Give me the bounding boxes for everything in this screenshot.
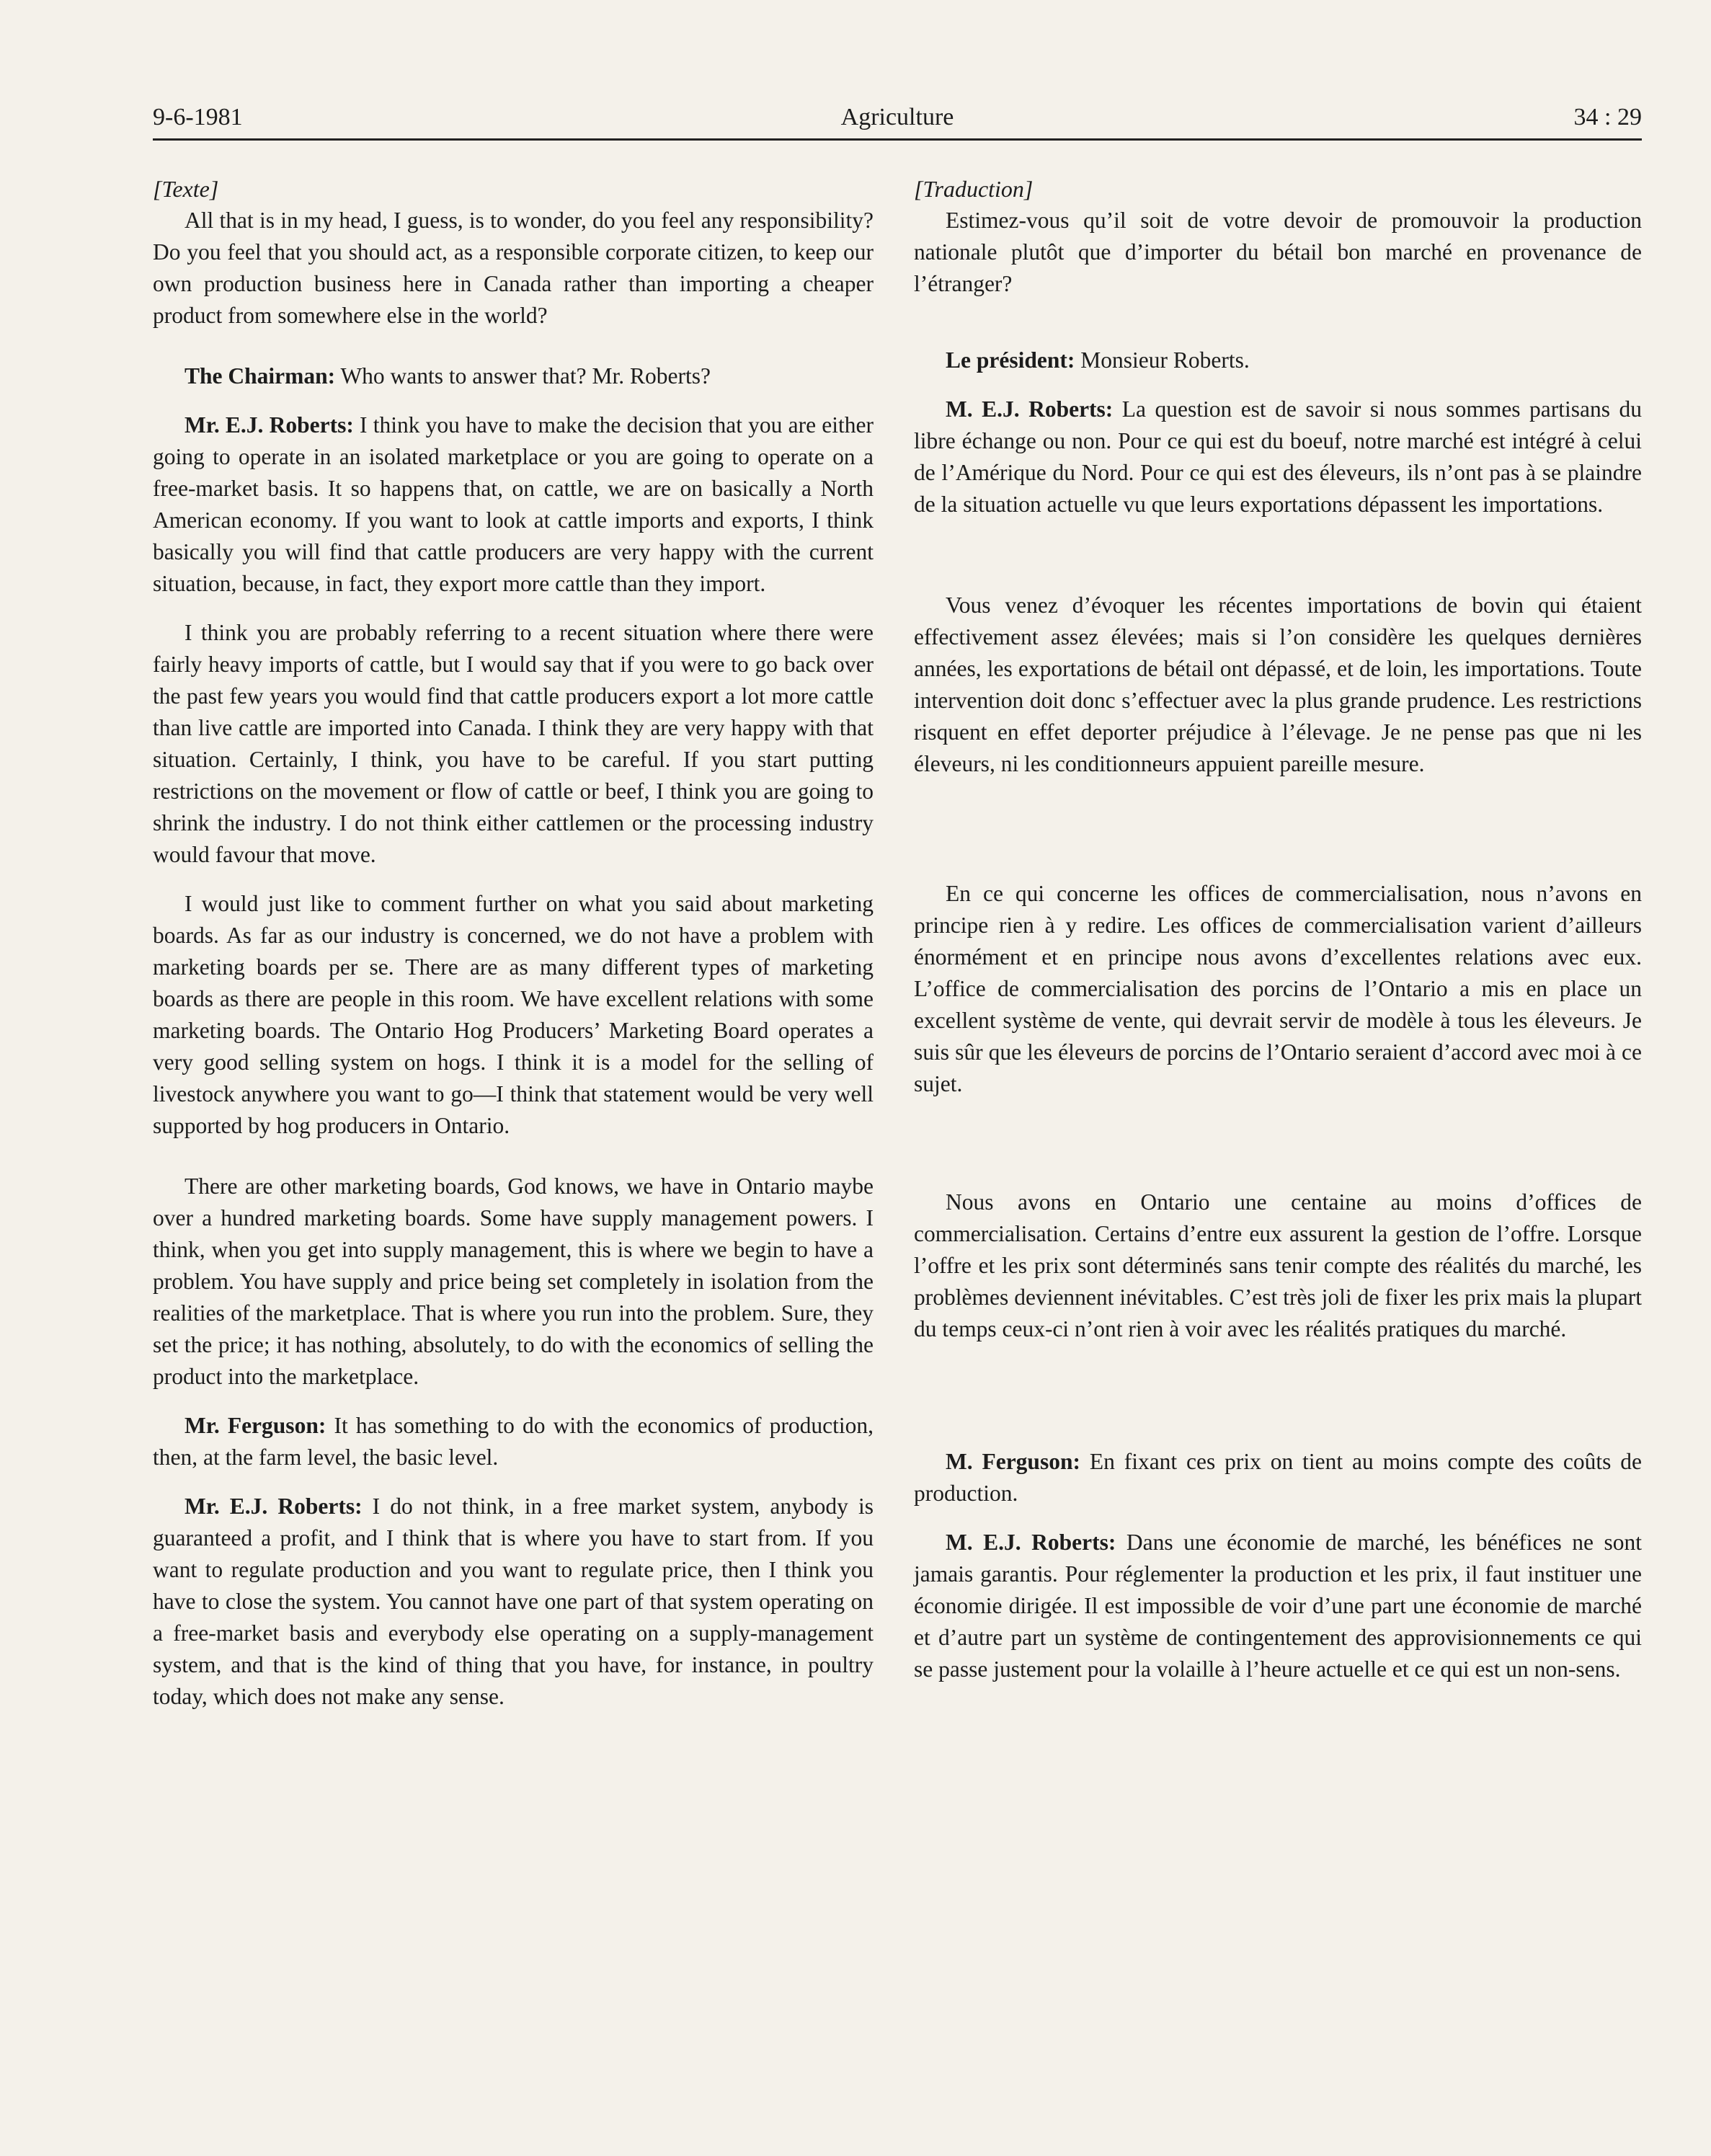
paragraph [914, 590, 1642, 780]
paragraph-text: It has something to do with the economics of production, then, at the farm level, the basic level. [153, 1413, 874, 1470]
speaker-name: M. E.J. Roberts: [946, 396, 1114, 422]
paragraph [914, 1446, 1642, 1509]
paragraph [153, 409, 874, 600]
english-column [153, 173, 874, 1730]
paragraph [914, 1527, 1642, 1685]
paragraph [153, 1491, 874, 1713]
paragraph [914, 1186, 1642, 1345]
paragraph [914, 205, 1642, 300]
speaker-name: Mr. Ferguson: [185, 1413, 326, 1438]
speaker-name: Le président: [946, 347, 1075, 373]
language-tag: [Texte] [153, 176, 219, 202]
paragraph-text: There are other marketing boards, God knows, we have in Ontario maybe over a hundred marketing boards. Some have supply management powers. I think, when you get into supply management, this is where we begin to have a problem. You have supply and price being set completely in isolation from the realities of the marketplace. That is where you run into the problem. Sure, they set the price; it has nothing, absolutely, to do with the economics of selling the product into the marketplace. [153, 1174, 874, 1389]
paragraph [153, 888, 874, 1142]
paragraph [153, 205, 874, 332]
speaker-name: Mr. E.J. Roberts: [185, 412, 354, 438]
paragraph-text: I do not think, in a free market system, anybody is guaranteed a profit, and I think that is where you have to start from. If you want to regulate production and you want to regulate price, then I think you have to close the system. You cannot have one part of that system operating on a free-market basis and everybody else operating on a supply-management system, and that is the kind of thing that you have, for instance, in poultry today, which does not make any sense. [153, 1494, 874, 1709]
paragraph-text: I think you are probably referring to a recent situation where there were fairly heavy imports of cattle, but I would say that if you were to go back over the past few years you would find that cattle producers export a lot more cattle than live cattle are imported into Canada. I think they are very happy with that situation. Certainly, I think, you have to be careful. If you start putting restrictions on the movement or flow of cattle or beef, I think you are going to shrink the industry. I do not think either cattlemen or the processing industry would favour that move. [153, 620, 874, 867]
speaker-name: Mr. E.J. Roberts: [185, 1494, 363, 1519]
paragraph-text: Estimez-vous qu’il soit de votre devoir de promouvoir la production nationale plutôt que d’importer du bétail bon marché en provenance de l’étranger? [914, 208, 1642, 296]
speaker-name: The Chairman: [185, 363, 336, 389]
header-page-number: 34 : 29 [1573, 104, 1642, 130]
paragraph-text: Monsieur Roberts. [1075, 347, 1250, 373]
paragraph-text: I think you have to make the decision that you are either going to operate in an isolated marketplace or you are going to operate on a free-market basis. It so happens that, on cattle, we are on basically a North American economy. If you want to look at cattle imports and exports, I think basically you will find that cattle producers are very happy with the current situation, because, in fact, they export more cattle than they import. [153, 412, 874, 596]
paragraph-text: Vous venez d’évoquer les récentes importations de bovin qui étaient effectivement assez élevées; mais si l’on considère les quelques dernières années, les exportations de bétail ont dépassé, et de loin, les importations. Toute intervention doit donc s’effectuer avec la plus grande prudence. Les restrictions risquent en effet deporter préjudice à l’élevage. Je ne pense pas que ni les éleveurs, ni les conditionneurs appuient pareille mesure. [914, 593, 1642, 776]
paragraph-text: En ce qui concerne les offices de commercialisation, nous n’avons en principe rien à y redire. Les offices de commercialisation varient d’ailleurs énormément et en principe nous avons d’excellentes relations avec eux. L’office de commercialisation des porcins de l’Ontario a mis en place un excellent système de vente, qui devrait servir de modèle à tous les éleveurs. Je suis sûr que les éleveurs de porcins de l’Ontario seraient d’accord avec moi à ce sujet. [914, 881, 1642, 1096]
paragraph-text: Nous avons en Ontario une centaine au moins d’offices de commercialisation. Certains d’entre eux assurent la gestion de l’offre. Lorsque l’offre et les prix sont déterminés sans tenir compte des réalités du marché, les problèmes deviennent inévitables. C’est très joli de fixer les prix mais la plupart du temps ceux-ci n’ont rien à voir avec les réalités pratiques du marché. [914, 1189, 1642, 1341]
paragraph [153, 1171, 874, 1393]
paragraph [914, 345, 1642, 376]
speaker-name: M. Ferguson: [946, 1449, 1080, 1474]
paragraph-text: En fixant ces prix on tient au moins compte des coûts de production. [914, 1449, 1642, 1506]
paragraph [153, 360, 874, 392]
paragraph-text: I would just like to comment further on what you said about marketing boards. As far as our industry is concerned, we do not have a problem with marketing boards per se. There are as many different types of marketing boards as there are people in this room. We have excellent relations with some marketing boards. The Ontario Hog Producers’ Marketing Board operates a very good selling system on hogs. I think it is a model for the selling of livestock anywhere you want to go—I think that statement would be very well supported by hog producers in Ontario. [153, 891, 874, 1138]
speaker-name: M. E.J. Roberts: [946, 1530, 1116, 1555]
paragraph-text: Who wants to answer that? Mr. Roberts? [335, 363, 711, 389]
language-tag: [Traduction] [914, 176, 1034, 202]
french-column [914, 173, 1642, 1703]
header-date: 9-6-1981 [153, 104, 243, 130]
paragraph-text: Dans une économie de marché, les bénéfices ne sont jamais garantis. Pour réglementer la production et les prix, il faut instituer une économie dirigée. Il est impossible de voir d’une part une économie de marché et d’autre part un système de contingentement des approvisionnements ce qui se passe justement pour la volaille à l’heure actuelle et ce qui est un non-sens. [914, 1530, 1642, 1682]
paragraph [914, 394, 1642, 520]
paragraph [153, 617, 874, 871]
paragraph [153, 1410, 874, 1473]
paragraph-text: All that is in my head, I guess, is to wonder, do you feel any responsibility? Do you feel that you should act, as a responsible corporate citizen, to keep our own production business here in Canada rather than importing a cheaper product from somewhere else in the world? [153, 208, 874, 328]
paragraph-text: La question est de savoir si nous sommes partisans du libre échange ou non. Pour ce qui est du boeuf, notre marché est intégré à celui de l’Amérique du Nord. Pour ce qui est des éleveurs, ils n’ont pas à se plaindre de la situation actuelle vu que leurs exportations dépassent les importations. [914, 396, 1642, 517]
page-header [153, 101, 1642, 141]
header-title: Agriculture [840, 104, 954, 130]
paragraph [914, 878, 1642, 1100]
